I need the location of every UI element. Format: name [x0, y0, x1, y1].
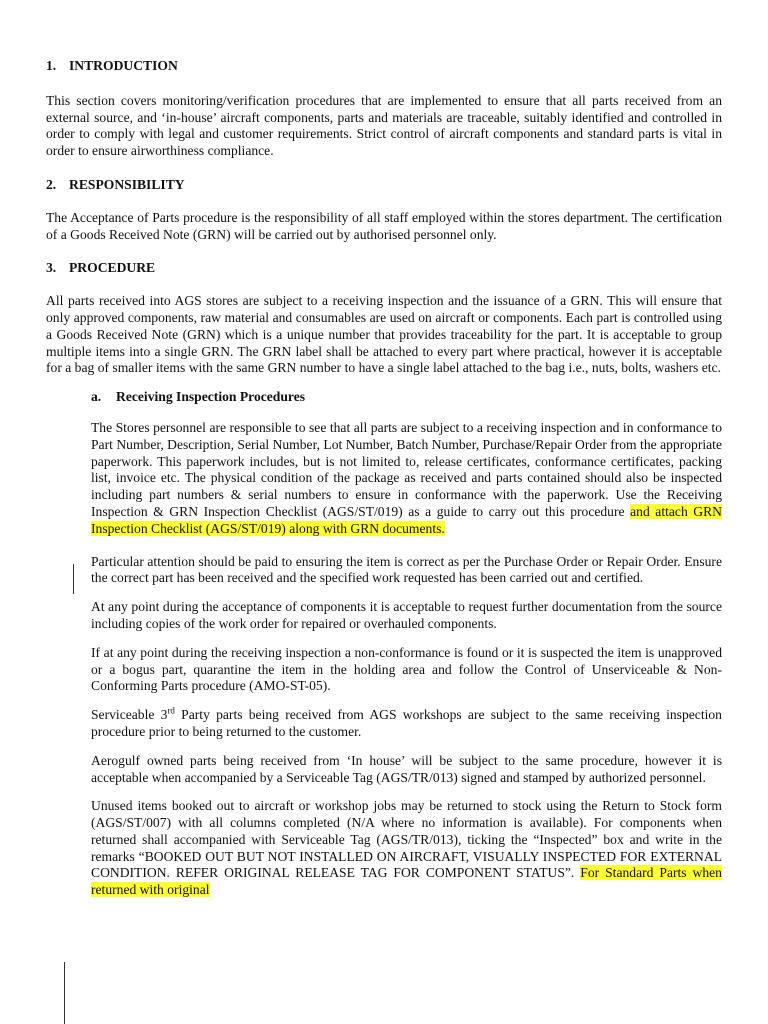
section-body: The Acceptance of Parts procedure is the responsibility of all staff employed within the stores department. The certification of a Goods Received Note (GRN) will be carried out by authorised personnel only. — [46, 209, 722, 242]
paragraph: Particular attention should be paid to ensuring the item is correct as per the Purchase Order or Repair Order. Ensure the correct part has been received and the specified work requested has been carried out and certified. — [91, 553, 722, 586]
section-body: This section covers monitoring/verification procedures that are implemented to ensure that all parts received from an external source, and ‘in-house’ aircraft components, parts and materials are traceable, suitably identified and controlled in order to comply with legal and customer requirements. Strict control of aircraft components and standard parts is vital in order to ensure airworthiness compliance. — [46, 92, 722, 159]
paragraph: At any point during the acceptance of components it is acceptable to request further documentation from the source including copies of the work order for repaired or overhauled components. — [91, 599, 722, 631]
section-body: All parts received into AGS stores are subject to a receiving inspection and the issuance of a GRN. This will ensure that only approved components, raw material and consumables are used on aircraft or components. Each part is controlled using a Goods Received Note (GRN) which is a unique number that provides traceability for the part. It is acceptable to group multiple items into a single GRN. The GRN label shall be attached to every part where practical, however it is acceptable for a bag of smaller items with the same GRN number to have a single label attached to the bag i.e., nuts, bolts, washers etc. — [46, 293, 722, 376]
paragraph: If at any point during the receiving inspection a non-conformance is found or it is suspected the item is unapproved or a bogus part, quarantine the item in the holding area and follow the Control of Unserviceable & Non-Conforming Parts procedure (AMO-ST-05). — [91, 644, 722, 694]
paragraph: The Stores personnel are responsible to see that all parts are subject to a receiving inspection and in conformance to Part Number, Description, Serial Number, Lot Number, Batch Number, Purchase/Repair Order from the appropriate paperwork. This paperwork includes, but is not limited to, release certificates, conformance certificates, packing list, invoice etc. The physical condition of the package as received and parts contained should also be inspected including part numbers & serial numbers to ensure in conformance with the paperwork. Use the Receiving Inspection & GRN Inspection Checklist (AGS/ST/019) as a guide to carry out this procedure and attach GRN Inspection Checklist (AGS/ST/019) along with GRN documents. — [91, 419, 722, 536]
subsection-heading: a. Receiving Inspection Procedures — [91, 389, 306, 405]
change-bar — [64, 962, 65, 1024]
section-heading: 3. PROCEDURE — [46, 260, 156, 276]
subsection-receiving-inspection — [91, 389, 722, 899]
highlighted-text: and attach GRN Inspection Checklist (AGS/ST/019) along with GRN documents. — [91, 503, 722, 536]
paragraph: Aerogulf owned parts being received from ‘In house’ will be subject to the same procedure, however it is acceptable when accompanied by a Serviceable Tag (AGS/TR/013) signed and stamped by authorized personnel. — [91, 752, 722, 785]
paragraph: Unused items booked out to aircraft or workshop jobs may be returned to stock using the Return to Stock form (AGS/ST/007) with all columns completed (N/A where no information is available). For components when returned shall accompanied with Serviceable Tag (AGS/TR/013), ticking the “Inspected” box and write in the remarks “BOOKED OUT BUT NOT INSTALLED ON AIRCRAFT, VISUALLY INSPECTED FOR EXTERNAL CONDITION. REFER ORIGINAL RELEASE TAG FOR COMPONENT STATUS”. For Standard Parts when returned with original — [91, 798, 722, 898]
section-heading: 1. INTRODUCTION — [46, 58, 178, 73]
highlighted-text: For Standard Parts when returned with original — [91, 865, 722, 898]
paragraph: Serviceable 3rd Party parts being received from AGS workshops are subject to the same receiving inspection procedure prior to being returned to the customer. — [91, 705, 722, 739]
section-heading: 2. RESPONSIBILITY — [46, 176, 185, 192]
section-introduction — [46, 58, 722, 160]
section-procedure — [46, 260, 722, 377]
document-page — [46, 58, 722, 899]
section-responsibility — [46, 177, 722, 243]
